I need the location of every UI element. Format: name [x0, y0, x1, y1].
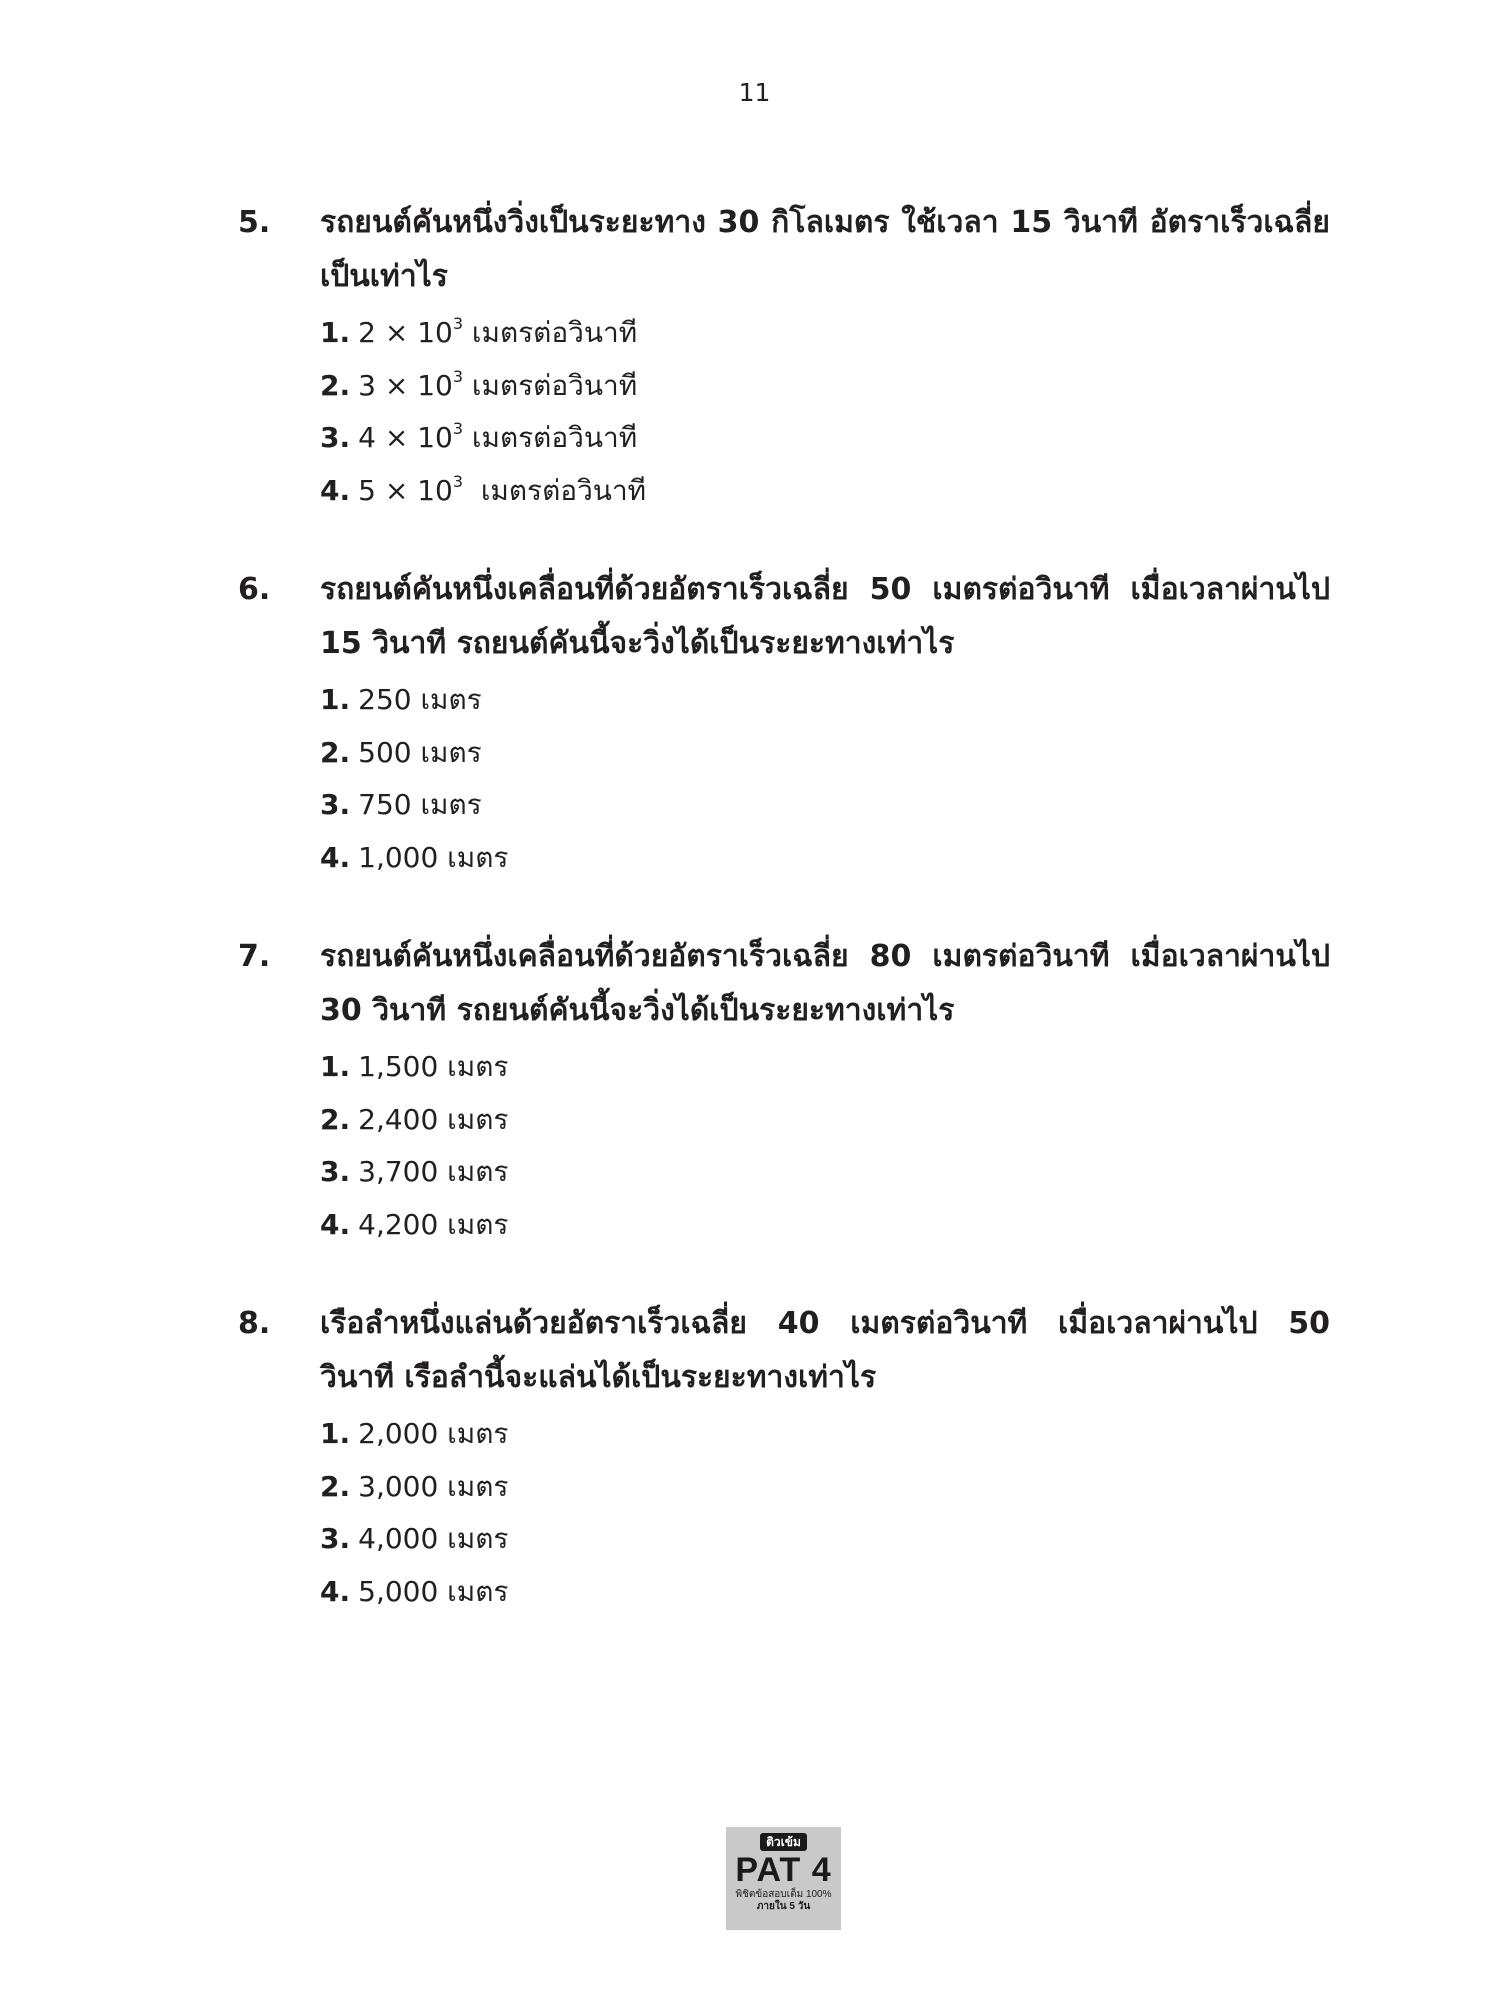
- question-text: เรือลำหนึ่งแล่นด้วยอัตราเร็วเฉลี่ย 40 เมตรต่อวินาที เมื่อเวลาผ่านไป 50 วินาที เรือลำนี้จะแล่นได้เป็นระยะทางเท่าไร: [320, 1306, 1330, 1395]
- pat4-logo: [726, 1827, 841, 1930]
- option-1: 1. 250 เมตร: [320, 683, 482, 716]
- question-number: 8.: [238, 1306, 271, 1341]
- option-4: 4. 4,200 เมตร: [320, 1207, 509, 1241]
- question-8: [238, 1297, 1338, 1618]
- question-text: รถยนต์คันหนึ่งเคลื่อนที่ด้วยอัตราเร็วเฉลี่ย 80 เมตรต่อวินาที เมื่อเวลาผ่านไป 30 วินาที รถยนต์คันนี้จะวิ่งได้เป็นระยะทางเท่าไร: [320, 939, 1330, 1028]
- option-3: 3. $4 \times 10^3$ เมตรต่อวินาที: [320, 419, 638, 454]
- option-3: 3. 750 เมตร: [320, 788, 482, 821]
- option-list: [320, 674, 1338, 884]
- question-5: [238, 196, 1338, 517]
- option-2: 2. 3,000 เมตร: [320, 1469, 509, 1503]
- option-1: 1. $2 \times 10^3$ เมตรต่อวินาที: [320, 314, 638, 349]
- option-3: 3. 4,000 เมตร: [320, 1522, 509, 1555]
- question-6: [238, 563, 1338, 884]
- question-text: รถยนต์คันหนึ่งเคลื่อนที่ด้วยอัตราเร็วเฉลี่ย 50 เมตรต่อวินาที เมื่อเวลาผ่านไป 15 วินาที รถยนต์คันนี้จะวิ่งได้เป็นระยะทางเท่าไร: [320, 572, 1330, 661]
- option-2: 2. $3 \times 10^3$ เมตรต่อวินาที: [320, 366, 638, 402]
- question-7: [238, 930, 1338, 1251]
- option-1: 1. 2,000 เมตร: [320, 1417, 509, 1450]
- option-list: [320, 307, 1338, 517]
- option-4: 4. 5,000 เมตร: [320, 1574, 509, 1608]
- badge-title: PAT 4: [735, 1851, 832, 1889]
- question-text: รถยนต์คันหนึ่งวิ่งเป็นระยะทาง 30 กิโลเมตร ใช้เวลา 15 วินาที อัตราเร็วเฉลี่ยเป็นเท่าไร: [320, 205, 1330, 294]
- question-number: 6.: [238, 572, 271, 607]
- option-4: 4. 1,000 เมตร: [320, 840, 509, 874]
- option-2: 2. 2,400 เมตร: [320, 1102, 509, 1136]
- question-number: 7.: [238, 939, 271, 974]
- page-number: 11: [738, 78, 771, 107]
- option-3: 3. 3,700 เมตร: [320, 1155, 509, 1188]
- option-1: 1. 1,500 เมตร: [320, 1050, 509, 1083]
- question-number: 5.: [238, 205, 271, 240]
- badge-subtitle-2: ภายใน 5 วัน: [756, 1901, 811, 1912]
- badge-subtitle: พิชิตข้อสอบเต็ม 100%: [735, 1889, 832, 1900]
- badge-top-label: ติวเข้ม: [760, 1833, 807, 1851]
- option-2: 2. 500 เมตร: [320, 735, 482, 769]
- option-4: 4. $5 \times 10^3$ เมตรต่อวินาที: [320, 471, 647, 507]
- option-list: [320, 1041, 1338, 1251]
- option-list: [320, 1408, 1338, 1618]
